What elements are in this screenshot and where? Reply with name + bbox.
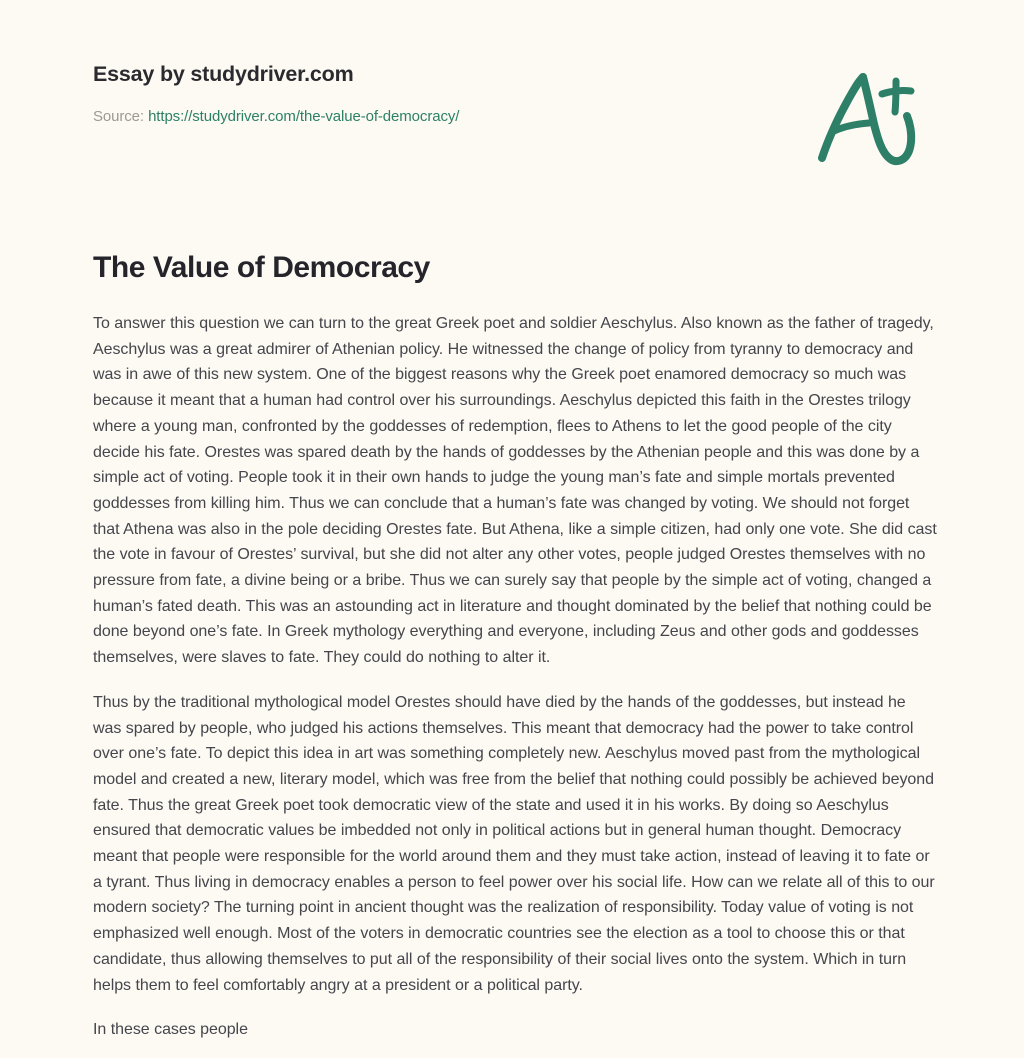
- page-title: The Value of Democracy: [93, 251, 430, 284]
- page-header: [93, 62, 793, 126]
- paragraph-2: Thus by the traditional mythological model Orestes should have died by the hands of the goddesses, but instead he was spared by people, who judged his actions themselves. This meant that democracy had the power to take control over one’s fate. To depict this idea in art was something completely new. Aeschylus moved past from the mythological model and created a new, literary model, which was free from the belief that nothing could possibly be achieved beyond fate. Thus the great Greek poet took democratic view of the state and used it in his works. By doing so Aeschylus ensured that democratic values be imbedded not only in political actions but in general human thought. Democracy meant that people were responsible for the world around them and they must take action, instead of leaving it to fate or a tyrant. Thus living in democracy enables a person to feel power over his social life. How can we relate all of this to our modern society? The turning point in ancient thought was the realization of responsibility. Today value of voting is not emphasized well enough. Most of the voters in democratic countries see the election as a tool to choose this or that candidate, thus allowing themselves to put all of the responsibility of their social lives onto the system. Which in turn helps them to feel comfortably angry at a president or a political party.: [93, 693, 935, 994]
- paragraph-3-truncated: In these cases people: [93, 1021, 248, 1039]
- source-url-link[interactable]: https://studydriver.com/the-value-of-democracy/: [148, 107, 460, 125]
- a-plus-logo: [812, 66, 922, 170]
- source-line: [93, 88, 793, 127]
- source-label: Source:: [93, 107, 149, 125]
- essay-byline: Essay by studydriver.com: [93, 62, 354, 86]
- a-plus-logo-icon: [812, 66, 922, 170]
- essay-body: [93, 311, 937, 1043]
- paragraph-1: To answer this question we can turn to the great Greek poet and soldier Aeschylus. Also known as the father of tragedy, Aeschylus was a great admirer of Athenian policy. He witnessed the change of policy from tyranny to democracy and was in awe of this new system. One of the biggest reasons why the Greek poet enamored democracy so much was because it meant that a human had control over his surroundings. Aeschylus depicted this faith in the Orestes trilogy where a young man, confronted by the goddesses of redemption, flees to Athens to let the good people of the city decide his fate. Orestes was spared death by the hands of goddesses by the Athenian people and this was done by a simple act of voting. People took it in their own hands to judge the young man’s fate and simple mortals prevented goddesses from killing him. Thus we can conclude that a human’s fate was changed by voting. We should not forget that Athena was also in the pole deciding Orestes fate. But Athena, like a simple citizen, had only one vote. She did cast the vote in favour of Orestes’ survival, but she did not alter any other votes, people judged Orestes themselves with no pressure from fate, a divine being or a bribe. Thus we can surely say that people by the simple act of voting, changed a human’s fated death. This was an astounding act in literature and thought dominated by the belief that nothing could be done beyond one’s fate. In Greek mythology everything and everyone, including Zeus and other gods and goddesses themselves, were slaves to fate. They could do nothing to alter it.: [93, 315, 937, 667]
